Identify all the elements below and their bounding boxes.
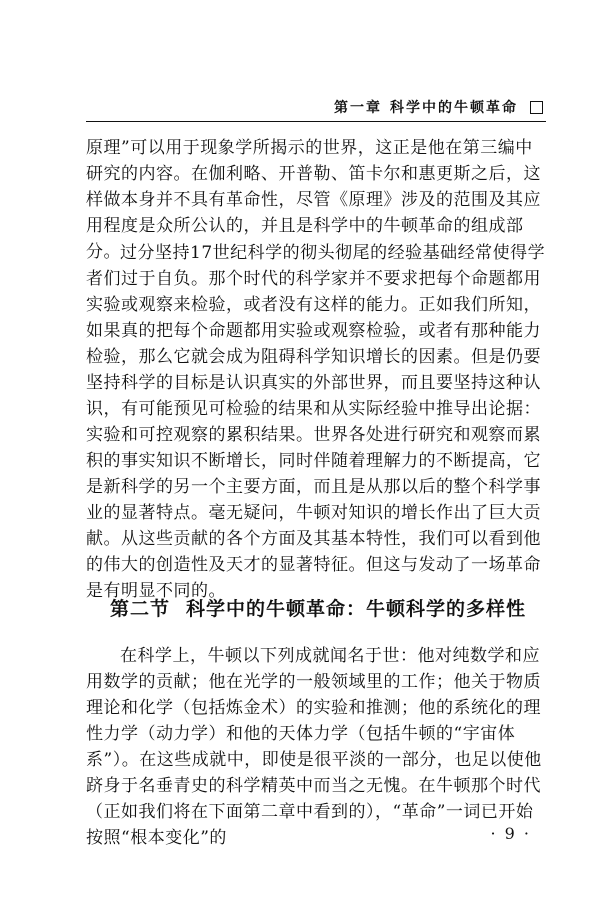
header-rule: [86, 121, 546, 122]
running-header: [334, 96, 543, 118]
paragraph: 过分坚持17世纪科学的彻头彻尾的经验基础经常使得学者们过于自负。那个时代的科学家并不要求把每个命题都用实验或观察来检验，或者没有这样的能力。正如我们所知，如果真的把每个命题都用实验或观察检验，或者有那种能力检验，那么它就会成为阻碍科学知识增长的因素。但是仍要坚持科学的目标是认识真实的外部世界，而且要坚持这种认识，有可能预见可检验的结果和从实际经验中推导出论据：实验和可控观察的累积结果。世界各处进行研究和观察而累积的事实知识不断增长，同时伴随着理解力的不断提高，它是新科学的另一个主要方面，而且是从那以后的整个科学事业的显著特点。毫无疑问，牛顿对知识的增长作出了巨大贡献。从这些贡献的各个方面及其基本特性，我们可以看到他的伟大的创造性及天才的显著特征。但这与发动了一场革命是有明显不同的。: [86, 243, 546, 601]
header-chapter: 第一章: [334, 100, 382, 116]
page-number: · 9 ·: [490, 824, 531, 843]
paragraph-continuation: 原理”可以用于现象学所揭示的世界，这正是他在第三编中研究的内容。在伽利略、开普勒、笛卡尔和惠更斯之后，这样做本身并不具有革命性，尽管《原理》涉及的范围及其应用程度是众所公认的，并且是科学中的牛顿革命的组成部分。: [86, 138, 541, 262]
section-number: 第二节: [110, 598, 171, 620]
square-icon: [530, 101, 543, 114]
paragraph: 在科学上，牛顿以下列成就闻名于世：他对纯数学和应用数学的贡献；他在光学的一般领域里的工作；他关于物质理论和化学（包括炼金术）的实验和推测；他的系统化的理性力学（动力学）和他的天体力学（包括牛顿的“宇宙体系”）。在这些成就中，即使是很平淡的一部分，也足以使他跻身于名垂青史的科学精英中而当之无愧。在牛顿那个时代（正如我们将在下面第二章中看到的），“革命”一词已开始按照“根本变化”的: [86, 646, 542, 848]
header-title: 科学中的牛顿革命: [390, 100, 518, 116]
section-title: 科学中的牛顿革命：牛顿科学的多样性: [186, 598, 527, 620]
section-heading: [110, 594, 526, 621]
